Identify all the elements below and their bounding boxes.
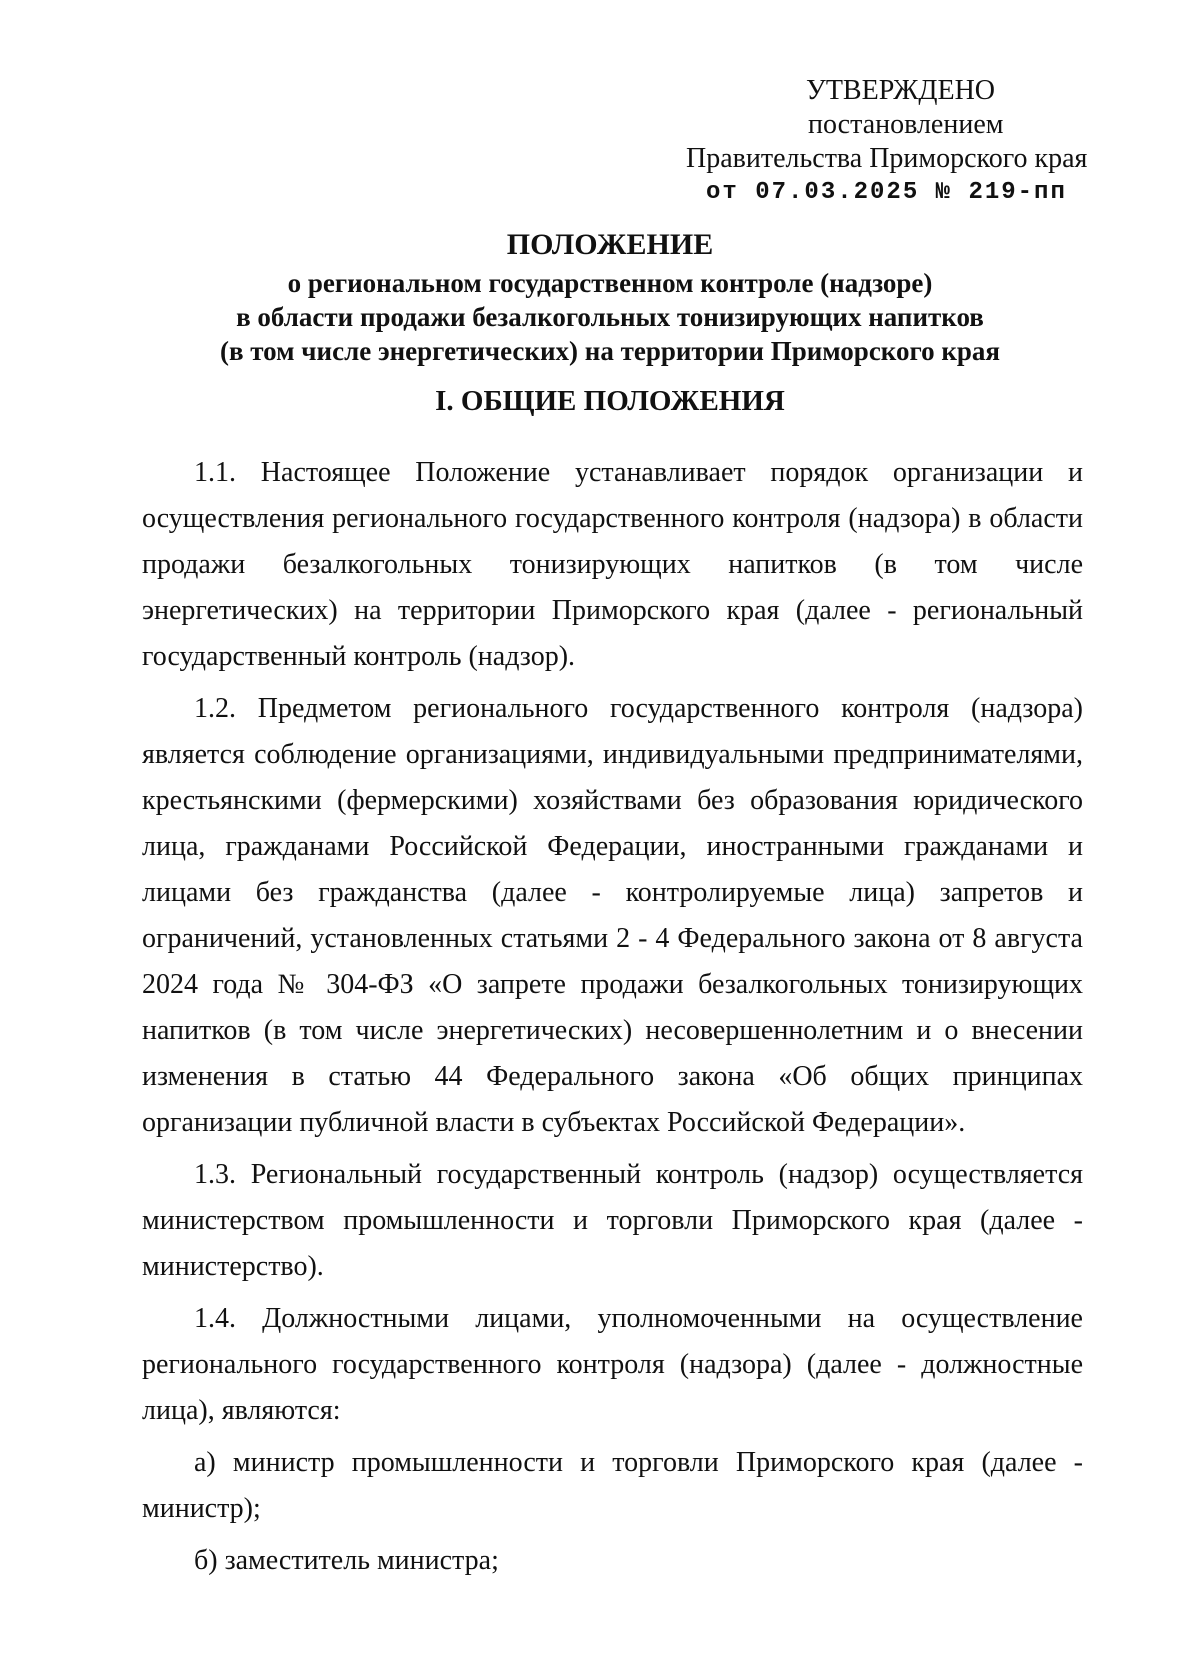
document-subtitle-line: (в том числе энергетических) на территории Приморского края xyxy=(219,336,1001,366)
document-subtitle-line: о региональном государственном контроле (надзоре) xyxy=(287,268,933,298)
document-subtitle-line: в области продажи безалкогольных тонизирующих напитков xyxy=(236,302,984,332)
paragraph: 1.3. Региональный государственный контроль (надзор) осуществляется министерством промышленности и торговли Приморского края (далее - министерство). xyxy=(142,1159,1083,1282)
section-heading: I. ОБЩИЕ ПОЛОЖЕНИЯ xyxy=(435,385,785,417)
document-title: ПОЛОЖЕНИЕ xyxy=(506,228,714,261)
approval-heading: УТВЕРЖДЕНО xyxy=(806,75,996,106)
paragraph: 1.4. Должностными лицами, уполномоченными на осуществление регионального государственного контроля (надзора) (далее - должностные лица), являются: xyxy=(142,1303,1083,1426)
document-body xyxy=(142,450,1083,1590)
document-title-block xyxy=(140,228,1080,368)
paragraph: 1.2. Предметом регионального государственного контроля (надзора) является соблюдение организациями, индивидуальными предпринимателями, крестьянскими (фермерскими) хозяйствами без образования юридического лица, гражданами Российской Федерации, иностранными гражданами и лицами без гражданства (далее - контролируемые лица) запретов и ограничений, установленных статьями 2 - 4 Федерального закона от 8 августа 2024 года № 304-ФЗ «О запрете продажи безалкогольных тонизирующих напитков (в том числе энергетических) несовершеннолетним и о внесении изменения в статью 44 Федерального закона «Об общих принципах организации публичной власти в субъектах Российской Федерации». xyxy=(142,693,1083,1138)
paragraph: а) министр промышленности и торговли Приморского края (далее - министр); xyxy=(142,1447,1083,1524)
paragraph: б) заместитель министра; xyxy=(194,1545,499,1576)
approval-stamp-block xyxy=(686,74,1106,210)
paragraph: 1.1. Настоящее Положение устанавливает порядок организации и осуществления регионального государственного контроля (надзора) в области продажи безалкогольных тонизирующих напитков (в том числе энергетических) на территории Приморского края (далее - региональный государственный контроль (надзор). xyxy=(142,457,1083,672)
approval-date-number: от 07.03.2025 № 219-пп xyxy=(706,179,1067,206)
approval-by: постановлением xyxy=(808,109,1004,140)
approval-authority: Правительства Приморского края xyxy=(686,143,1088,174)
